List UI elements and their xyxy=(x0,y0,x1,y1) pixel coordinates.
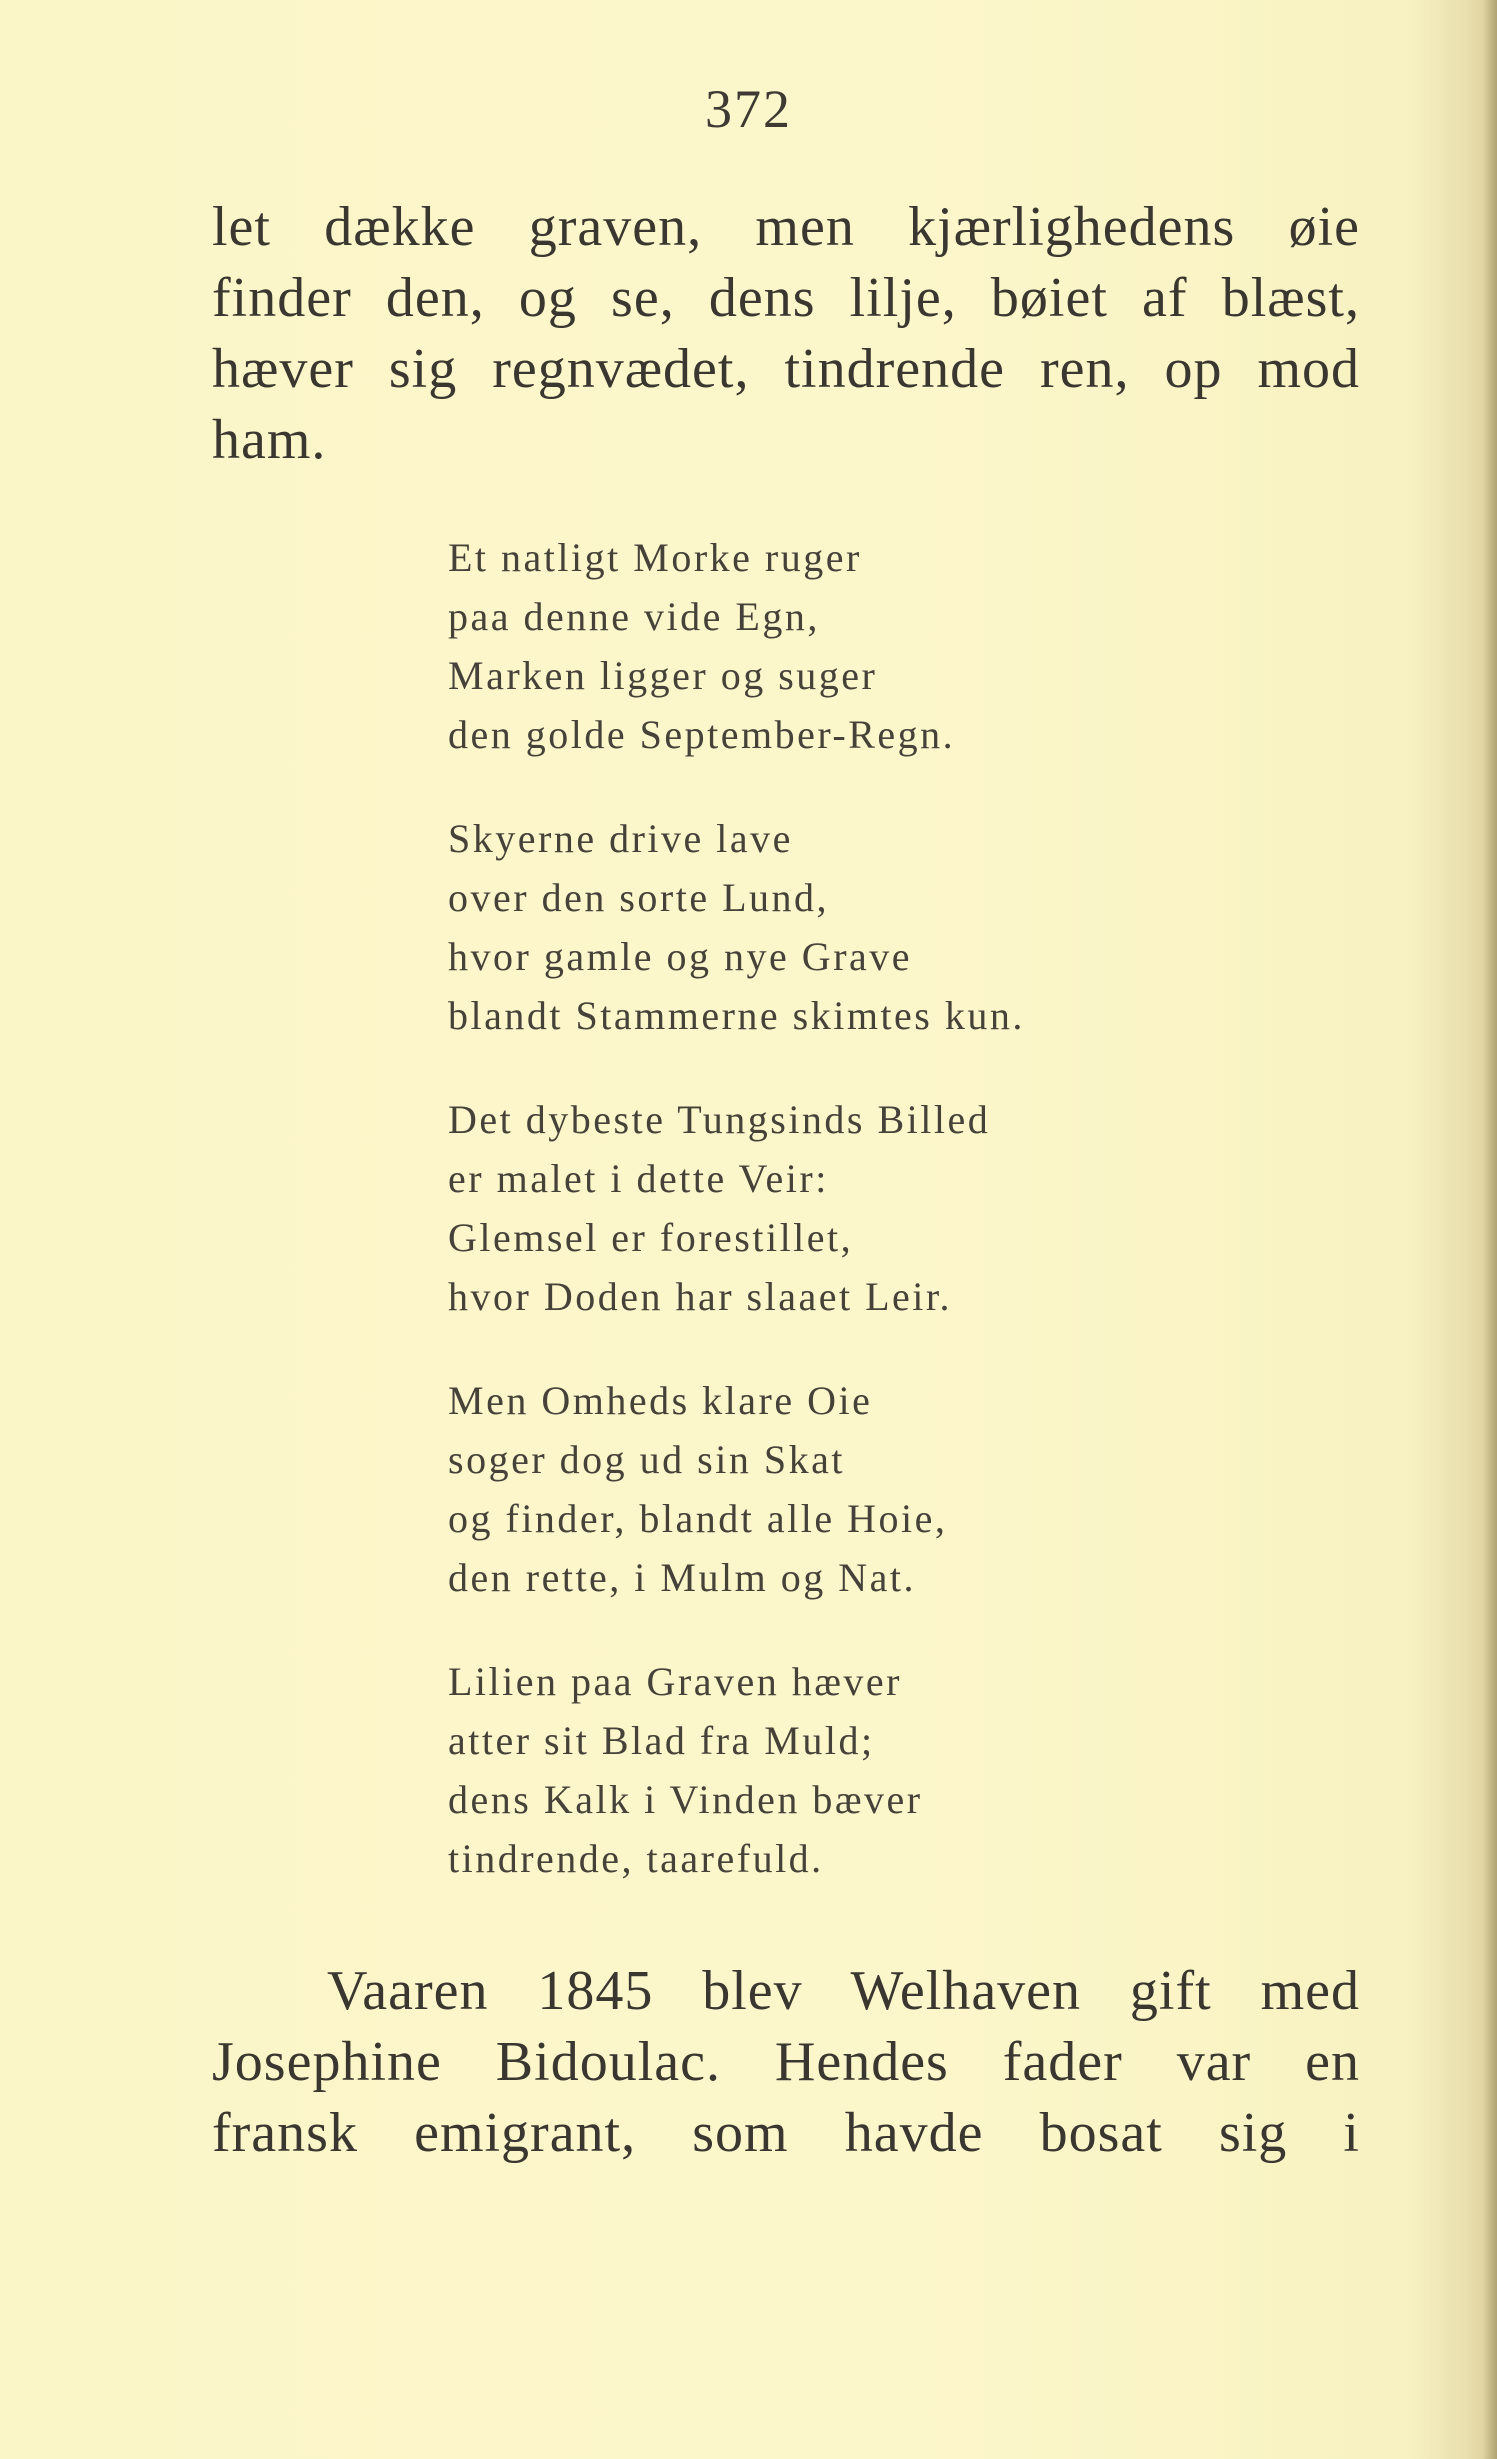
prose-paragraph-bottom xyxy=(212,1956,1360,2169)
poem-line: Det dybeste Tungsinds Billed xyxy=(448,1097,991,1142)
prose-line: ham. xyxy=(212,409,327,471)
poem-stanza xyxy=(448,1090,1348,1326)
prose-line: fransk emigrant, som havde bosat sig i xyxy=(212,2102,1360,2164)
poem-stanza xyxy=(448,528,1348,764)
prose-line: finder den, og se, dens lilje, bøiet af blæst, xyxy=(212,267,1360,329)
poem-line: Men Omheds klare Oie xyxy=(448,1378,873,1423)
poem-line: blandt Stammerne skimtes kun. xyxy=(448,993,1025,1038)
poem-line: Glemsel er forestillet, xyxy=(448,1215,854,1260)
poem-line: dens Kalk i Vinden bæver xyxy=(448,1777,923,1822)
poem-line: Lilien paa Graven hæver xyxy=(448,1659,903,1704)
poem-line: Marken ligger og suger xyxy=(448,653,878,698)
poem xyxy=(448,528,1348,1933)
poem-line: soger dog ud sin Skat xyxy=(448,1437,845,1482)
poem-line: er malet i dette Veir: xyxy=(448,1156,829,1201)
poem-stanza xyxy=(448,1371,1348,1607)
poem-line: atter sit Blad fra Muld; xyxy=(448,1718,875,1763)
prose-line: Vaaren 1845 blev Welhaven gift med xyxy=(327,1960,1360,2022)
prose-paragraph-top xyxy=(212,192,1360,476)
poem-line: Skyerne drive lave xyxy=(448,816,793,861)
poem-line: tindrende, taarefuld. xyxy=(448,1836,824,1881)
poem-line: paa denne vide Egn, xyxy=(448,594,820,639)
prose-line: hæver sig regnvædet, tindrende ren, op mod xyxy=(212,338,1360,400)
poem-line: den rette, i Mulm og Nat. xyxy=(448,1555,916,1600)
poem-line: over den sorte Lund, xyxy=(448,875,830,920)
poem-stanza xyxy=(448,1652,1348,1888)
prose-line: Josephine Bidoulac. Hendes fader var en xyxy=(212,2031,1360,2093)
prose-line: let dække graven, men kjærlighedens øie xyxy=(212,196,1360,258)
page-edge-shadow xyxy=(1483,0,1497,2459)
poem-line: Et natligt Morke ruger xyxy=(448,535,862,580)
poem-line: og finder, blandt alle Hoie, xyxy=(448,1496,948,1541)
poem-line: hvor gamle og nye Grave xyxy=(448,934,913,979)
poem-line: den golde September-Regn. xyxy=(448,712,956,757)
page-number: 372 xyxy=(705,79,792,139)
poem-line: hvor Doden har slaaet Leir. xyxy=(448,1274,953,1319)
poem-stanza xyxy=(448,809,1348,1045)
